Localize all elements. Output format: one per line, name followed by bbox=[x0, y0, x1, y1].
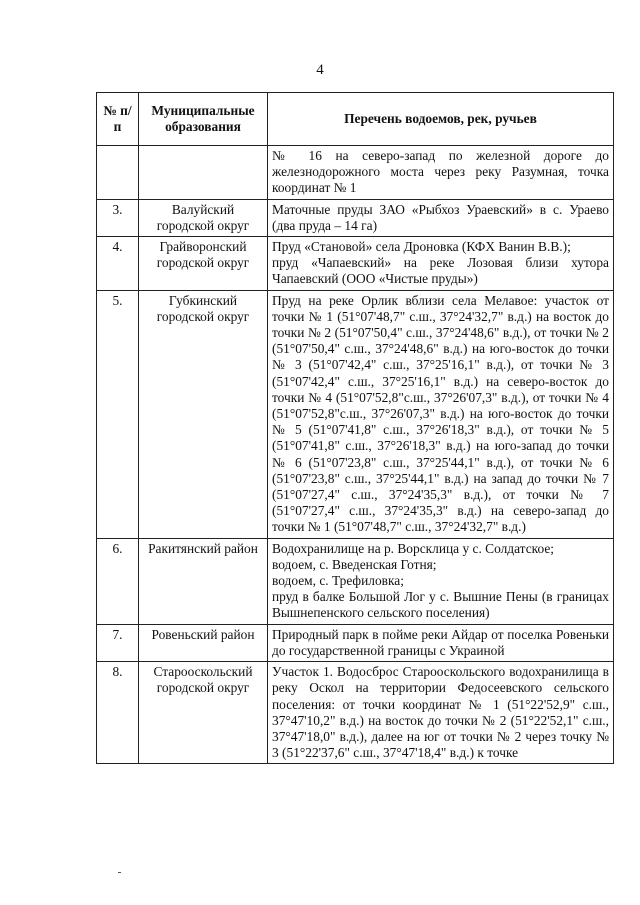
waterbody-list bbox=[268, 662, 614, 764]
waterbody-entry: Участок 1. Водосброс Старооскольского водохранилища в реку Оскол на территории Федосеевского сельского поселения: от точки координат № 1 (51°22'52,9" с.ш., 37°47'10,2" в.д.) на восток до точки № 2 (51°22'52,1" с.ш., 37°47'18,0" в.д.), далее на юг от точки № 2 через точку № 3 (51°22'37,6" с.ш., 37°47'18,4" в.д.) к точке bbox=[272, 664, 609, 761]
row-number: 7. bbox=[97, 624, 139, 661]
table-row bbox=[97, 662, 614, 764]
municipality-name: Ракитянский район bbox=[139, 538, 268, 624]
row-number: 4. bbox=[97, 237, 139, 291]
municipality-name: Ровеньский район bbox=[139, 624, 268, 661]
waterbody-list bbox=[268, 538, 614, 624]
table-row bbox=[97, 237, 614, 291]
waterbody-entry: Природный парк в пойме реки Айдар от поселка Ровеньки до государственной границы с Украиной bbox=[272, 626, 609, 658]
waterbody-entry: водоем, с. Трефиловка; bbox=[272, 573, 404, 589]
waterbody-list bbox=[268, 237, 614, 291]
municipality-name: Грайворонский городской округ bbox=[139, 237, 268, 291]
waterbody-list bbox=[268, 199, 614, 236]
table-row bbox=[97, 538, 614, 624]
header-num: № п/п bbox=[97, 93, 139, 146]
page-mark bbox=[118, 872, 121, 873]
waterbodies-table bbox=[96, 92, 614, 764]
row-number: 3. bbox=[97, 199, 139, 236]
table-row bbox=[97, 290, 614, 538]
municipality-name: Губкинский городской округ bbox=[139, 290, 268, 538]
page-number: 4 bbox=[316, 62, 324, 78]
waterbody-entry: Маточные пруды ЗАО «Рыбхоз Ураевский» в с. Ураево (два пруда – 14 га) bbox=[272, 201, 609, 233]
waterbody-entry: Пруд на реке Орлик вблизи села Мелавое: участок от точки № 1 (51°07'48,7" с.ш., 37°24'32,7" в.д.) на восток до точки № 2 (51°07'50,4" с.ш., 37°24'48,6" в.д.), от точки № 2 (51°07'50,4" с.ш., 37°24'48,6" в.д.) на юго-восток до точки № 3 (51°07'42,4" с.ш., 37°25'16,1" в.д.), от точки № 3 (51°07'42,4" с.ш., 37°25'16,1" в.д.) на северо-восток до точки № 4 (51°07'52,8"с.ш., 37°26'07,3" в.д.), от точки № 4 (51°07'52,8"с.ш., 37°26'07,3" в.д.) на юго-восток до точки № 5 (51°07'41,8" с.ш., 37°26'18,3" в.д.), от точки № 5 (51°07'41,8" с.ш., 37°26'18,3" в.д.) на юго-запад до точки № 6 (51°07'23,8" с.ш., 37°25'44,1" в.д.), от точки № 6 (51°07'23,8" с.ш., 37°25'44,1" в.д.) на запад до точки № 7 (51°07'27,4" с.ш., 37°24'35,3" в.д.), от точки № 7 (51°07'27,4" с.ш., 37°24'35,3" в.д.) на северо-запад до точки № 1 (51°07'48,7" с.ш., 37°24'32,7" в.д.) bbox=[272, 292, 609, 535]
header-municipality: Муниципальные образования bbox=[139, 93, 268, 146]
municipality-name bbox=[139, 146, 268, 200]
waterbody-entry: № 16 на северо-запад по железной дороге до железнодорожного моста через реку Разумная, точка координат № 1 bbox=[272, 148, 609, 196]
waterbody-entry: Пруд «Становой» села Дроновка (КФХ Ванин В.В.); bbox=[272, 239, 571, 255]
row-number: 8. bbox=[97, 662, 139, 764]
row-number bbox=[97, 146, 139, 200]
table-body bbox=[97, 146, 614, 764]
waterbody-list bbox=[268, 146, 614, 200]
waterbody-list bbox=[268, 624, 614, 661]
municipality-name: Старооскольский городской округ bbox=[139, 662, 268, 764]
waterbody-entry: Водохранилище на р. Ворсклица у с. Солдатское; bbox=[272, 540, 554, 556]
table-header-row bbox=[97, 93, 614, 146]
waterbody-entry: пруд в балке Большой Лог у с. Вышние Пены (в границах Вышнепенского сельского поселения) bbox=[272, 589, 609, 621]
row-number: 5. bbox=[97, 290, 139, 538]
waterbody-entry: пруд «Чапаевский» на реке Лозовая близи хутора Чапаевский (ООО «Чистые пруды») bbox=[272, 255, 609, 287]
row-number: 6. bbox=[97, 538, 139, 624]
table-row bbox=[97, 624, 614, 661]
table-row bbox=[97, 146, 614, 200]
waterbody-list bbox=[268, 290, 614, 538]
header-list: Перечень водоемов, рек, ручьев bbox=[268, 93, 614, 146]
waterbody-entry: водоем, с. Введенская Готня; bbox=[272, 556, 437, 572]
table-row bbox=[97, 199, 614, 236]
municipality-name: Валуйский городской округ bbox=[139, 199, 268, 236]
